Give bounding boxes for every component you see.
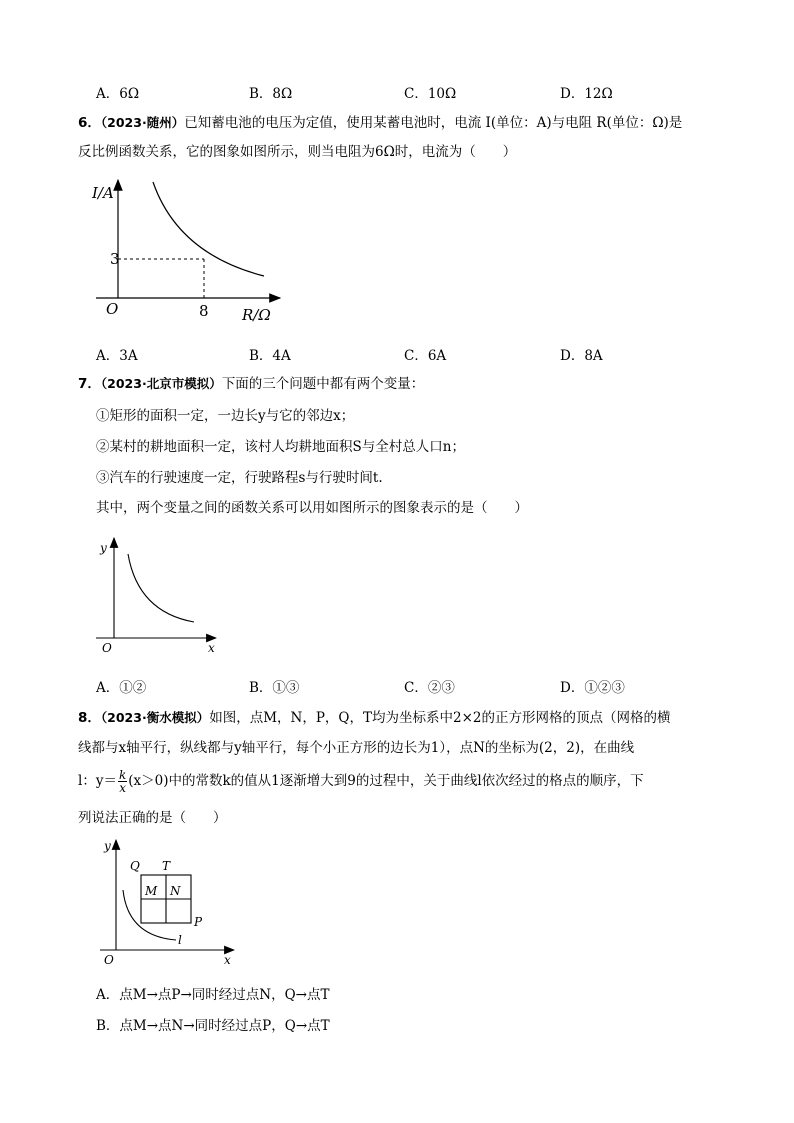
q7-option-d: D．①②③ — [560, 680, 625, 696]
q8-fraction — [118, 769, 127, 794]
q8-line2: 线都与x轴平行，纵线都与y轴平行，每个小正方形的边长为1），点N的坐标为(2，2)，在曲线 — [78, 740, 635, 756]
q6-origin: O — [106, 300, 119, 318]
q6-x-label: R/Ω — [242, 306, 271, 324]
q7-item-2: ②某村的耕地面积一定，该村人均耕地面积S与全村总人口n； — [96, 439, 465, 455]
q6-curve — [153, 182, 264, 276]
q6-graph — [88, 176, 288, 328]
q7-item-1: ①矩形的面积一定，一边长y与它的邻边x； — [96, 408, 355, 424]
q8-line3-suffix: (x＞0)中的常数k的值从1逐渐增大到9的过程中，关于曲线l依次经过的格点的顺序，下 — [128, 773, 644, 789]
q8-option-b: B．点M→点N→同时经过点P，Q→点T — [96, 1018, 330, 1034]
q7-intro: 下面的三个问题中都有两个变量： — [221, 376, 425, 392]
q8-line3 — [78, 768, 644, 794]
q7-graph — [90, 534, 226, 660]
q8-source: （2023·衡水模拟） — [100, 710, 210, 725]
q6-option-b: B．4A — [249, 348, 291, 364]
q7-option-b: B．①③ — [249, 680, 300, 696]
q6-number: 6． — [78, 115, 101, 131]
q5-option-b: B．8Ω — [249, 86, 293, 102]
q5-option-c: C．10Ω — [404, 86, 457, 102]
q6-option-c: C．6A — [404, 348, 447, 364]
q7-item-3: ③汽车的行驶速度一定，行驶路程s与行驶时间t. — [96, 470, 383, 486]
q6-x-tick: 8 — [199, 302, 209, 320]
q7-x-label: x — [208, 641, 215, 655]
q6-y-label: I/A — [92, 184, 114, 202]
q8-line4: 列说法正确的是（ ） — [78, 810, 227, 826]
q7-question: 其中，两个变量之间的函数关系可以用如图所示的图象表示的是（ ） — [96, 500, 528, 516]
q7-source: （2023·北京市模拟） — [100, 376, 222, 391]
q8-option-a: A．点M→点P→同时经过点N，Q→点T — [96, 987, 330, 1003]
q8-graph — [98, 836, 240, 968]
q6-source: （2023·随州） — [100, 115, 185, 130]
q6-y-tick: 3 — [110, 250, 120, 268]
q7-line1 — [78, 374, 424, 394]
q7-curve — [128, 554, 194, 622]
q8-label-m: M — [145, 884, 158, 898]
q8-frac-num: k — [118, 768, 127, 782]
q6-option-d: D．8A — [560, 348, 603, 364]
q8-x-label: x — [224, 953, 231, 967]
q8-line3-prefix: l：y＝ — [78, 773, 117, 789]
q7-number: 7． — [78, 376, 101, 392]
q8-label-p: P — [194, 915, 203, 929]
q6-line2: 反比例函数关系，它的图象如图所示，则当电阻为6Ω时，电流为（ ） — [78, 144, 517, 160]
q8-label-t: T — [162, 859, 171, 873]
q8-label-q: Q — [130, 859, 140, 873]
q5-option-a: A．6Ω — [96, 86, 140, 102]
q7-origin: O — [102, 641, 112, 655]
q8-label-n: N — [170, 884, 181, 898]
q7-option-a: A．①② — [96, 680, 147, 696]
q6-option-a: A．3A — [96, 348, 138, 364]
q8-text-1: 如图，点M，N，P，Q，T均为坐标系中2×2的正方形网格的顶点（网格的横 — [209, 710, 671, 726]
q6-text-1: 已知蓄电池的电压为定值，使用某蓄电池时，电流 I(单位：A)与电阻 R(单位：Ω)是 — [184, 115, 683, 131]
q8-line1 — [78, 708, 670, 728]
q7-option-c: C．②③ — [404, 680, 455, 696]
q8-label-l: l — [178, 933, 182, 947]
q8-number: 8． — [78, 710, 101, 726]
q8-frac-den: x — [119, 781, 126, 795]
q8-origin: O — [104, 953, 114, 967]
q8-y-label: y — [104, 839, 111, 853]
q6-line1 — [78, 113, 682, 133]
q5-option-d: D．12Ω — [560, 86, 613, 102]
q7-y-label: y — [100, 541, 107, 555]
